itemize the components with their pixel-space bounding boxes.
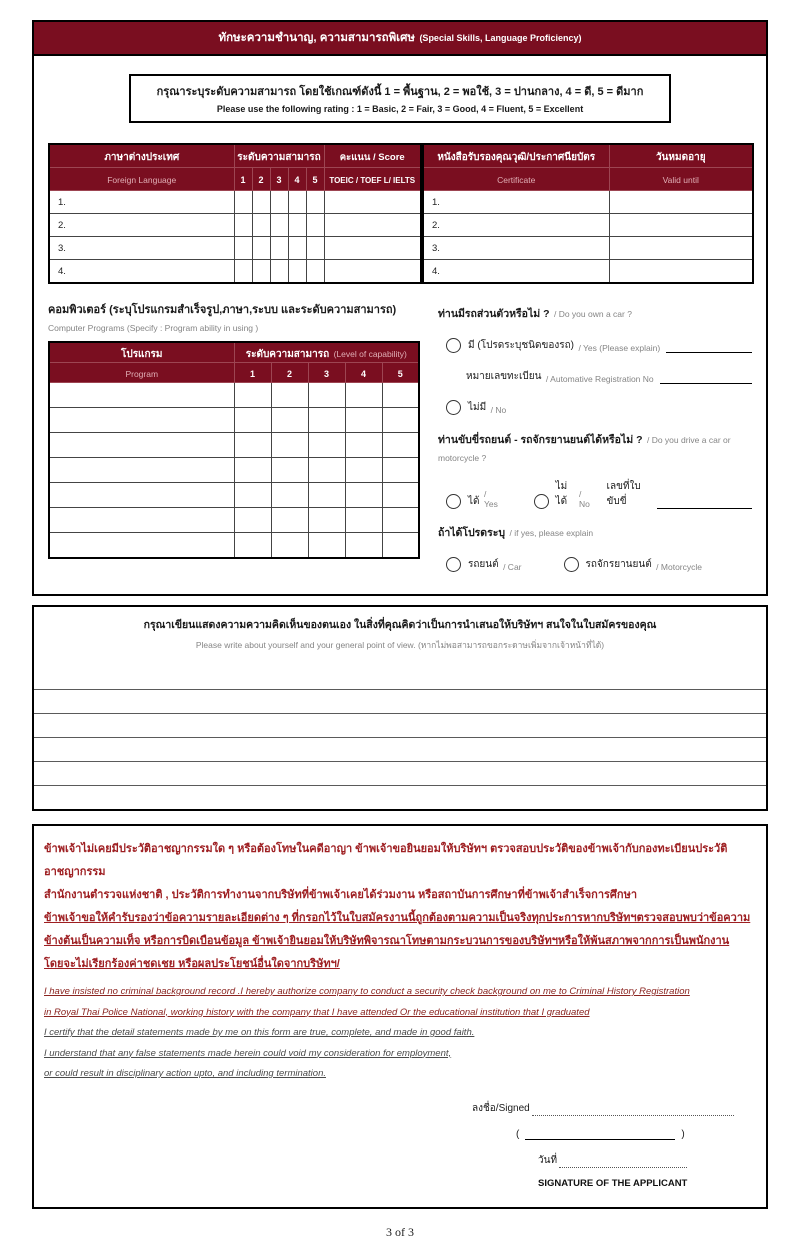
write-line[interactable] (34, 714, 766, 738)
rating-instructions-th: กรุณาระบุระดับความสามารถ โดยใช้เกณฑ์ดังนี้ 1 = พื้นฐาน, 2 = พอใช้, 3 = ปานกลาง, 4 = ดี, 5 = ดีมาก (156, 86, 644, 98)
declaration-line-th: ข้าพเจ้าขอให้คำรับรองว่าข้อความรายละเอียดต่าง ๆ ที่กรอกไว้ในใบสมัครงานนี้ถูกต้องตามความเป็นจริงทุกประการหากบริษัทฯตรวจสอบพบว่าข้อความ (44, 912, 751, 924)
drive-question: ท่านขับขี่รถยนต์ - รถจักรยานยนต์ได้หรือไม่ ? / Do you drive a car or motorcycle ? (438, 434, 731, 463)
signature-caption: SIGNATURE OF THE APPLICANT (538, 1177, 688, 1189)
write-line[interactable] (34, 762, 766, 786)
declaration-line-en: I understand that any false statements made herein could void my consideration for employment, (44, 1047, 452, 1059)
certificate-name-cell[interactable]: 3. (423, 237, 609, 260)
program-name-cell[interactable] (49, 483, 234, 508)
signed-label: ลงชื่อ/Signed (472, 1102, 530, 1114)
col-foreign-language-en: Foreign Language (49, 168, 234, 191)
col-score-th: คะแนน / Score (324, 144, 421, 168)
language-level-cell[interactable] (306, 214, 324, 237)
certificate-row (423, 237, 753, 260)
level-1-header: 1 (234, 168, 252, 191)
section-title-en: (Special Skills, Language Proficiency) (419, 33, 582, 43)
computer-title-th: คอมพิวเตอร์ (ระบุโปรแกรมสำเร็จรูป,ภาษา,ระบบ และระดับความสามารถ) (48, 304, 397, 316)
language-row-label: 3. (49, 237, 234, 260)
capability-cell[interactable] (382, 533, 419, 559)
certificate-name-cell[interactable]: 1. (423, 191, 609, 214)
signature-block (472, 1101, 734, 1189)
own-car-no-option: ไม่มี / No (446, 397, 752, 415)
certificate-row (423, 191, 753, 214)
capability-cell[interactable] (234, 508, 271, 533)
computer-table-body (49, 383, 419, 559)
drive-options-row: ได้ / Yes ไม่ได้ / No เลขที่ใบขับขี่ (446, 479, 752, 509)
certificate-name-cell[interactable]: 4. (423, 260, 609, 284)
capability-cell[interactable] (382, 433, 419, 458)
vehicle-questions-block (420, 300, 752, 572)
capability-cell[interactable] (308, 383, 345, 408)
capability-cell[interactable] (308, 483, 345, 508)
capability-cell[interactable] (271, 483, 308, 508)
program-name-cell[interactable] (49, 408, 234, 433)
capability-cell[interactable] (271, 383, 308, 408)
col-valid-until-en: Valid until (609, 168, 753, 191)
declaration-line-en: in Royal Thai Police National, working history with the company that I have attended Or the educational institution that I graduated (44, 1006, 590, 1018)
language-row-label: 2. (49, 214, 234, 237)
language-level-cell[interactable] (270, 191, 288, 214)
col-program-th: โปรแกรม (49, 342, 234, 363)
declaration-english-lines (44, 982, 756, 1085)
cap-4-header: 4 (345, 363, 382, 383)
car-type-input-line[interactable] (666, 340, 752, 353)
language-certificate-tables (34, 123, 766, 284)
capability-cell[interactable] (345, 458, 382, 483)
drive-no-radio[interactable] (534, 494, 549, 509)
col-certificate-th: หนังสือรับรองคุณวุฒิ/ประกาศนียบัตร (423, 144, 609, 168)
computer-and-vehicle-row (34, 284, 766, 594)
write-line[interactable] (34, 690, 766, 714)
language-level-cell[interactable] (288, 260, 306, 284)
capability-cell[interactable] (345, 433, 382, 458)
capability-cell[interactable] (345, 483, 382, 508)
cap-1-header: 1 (234, 363, 271, 383)
declaration-line-en: I certify that the detail statements made by me on this form are true, complete, and made in good faith. (44, 1027, 475, 1038)
capability-cell[interactable] (271, 408, 308, 433)
declaration-thai-lines (44, 838, 756, 976)
declaration-line-en: I have insisted no criminal background record .I hereby authorize company to conduct a security check background on me to Criminal History Registration (44, 986, 690, 997)
computer-row (49, 458, 419, 483)
language-level-cell[interactable] (270, 237, 288, 260)
col-certificate-en: Certificate (423, 168, 609, 191)
language-table-body (49, 191, 421, 284)
capability-cell[interactable] (271, 458, 308, 483)
paren-close: ) (681, 1128, 685, 1140)
certificate-name-cell[interactable]: 2. (423, 214, 609, 237)
language-row-label: 1. (49, 191, 234, 214)
registration-row: หมายเลขทะเบียน / Automative Registration No (466, 366, 752, 384)
language-level-cell[interactable] (234, 237, 252, 260)
declaration-line-en: or could result in disciplinary action upto, and including termination. (44, 1068, 326, 1079)
certificate-row (423, 214, 753, 237)
valid-until-cell[interactable] (609, 214, 753, 237)
rating-instructions-en: Please use the following rating : 1 = Basic, 2 = Fair, 3 = Good, 4 = Fluent, 5 = Excellent (216, 104, 584, 114)
language-level-cell[interactable] (306, 260, 324, 284)
valid-until-cell[interactable] (609, 260, 753, 284)
computer-row (49, 408, 419, 433)
declaration-line-th: โดยจะไม่เรียกร้องค่าชดเชย หรือผลประโยชน์อื่นใดจากบริษัทฯ/ (44, 958, 340, 970)
language-score-cell[interactable] (324, 191, 421, 214)
language-level-cell[interactable] (234, 191, 252, 214)
capability-cell[interactable] (382, 383, 419, 408)
level-5-header: 5 (306, 168, 324, 191)
own-car-no-radio[interactable] (446, 400, 461, 415)
write-line[interactable] (34, 666, 766, 690)
capability-cell[interactable] (271, 508, 308, 533)
capability-cell[interactable] (345, 383, 382, 408)
page-indicator: 3 of 3 (386, 1224, 414, 1239)
about-title-en: Please write about yourself and your general point of view. (หากไม่พอสามารถขอกระดาษเพิ่มจากเจ้าหน้าที่ได้) (195, 640, 605, 650)
computer-row (49, 433, 419, 458)
level-2-header: 2 (252, 168, 270, 191)
language-level-cell[interactable] (234, 214, 252, 237)
write-line[interactable] (34, 738, 766, 762)
declaration-line-th: สำนักงานตำรวจแห่งชาติ , ประวัติการทำงานจากบริษัทที่ข้าพเจ้าเคยได้ร่วมงาน หรือสถาบันการศึกษาที่ข้าพเจ้าสำเร็จการศึกษา (44, 889, 638, 901)
date-input-line[interactable] (559, 1156, 687, 1168)
language-row (49, 260, 421, 284)
printed-name-input-line[interactable] (525, 1128, 675, 1140)
car-radio[interactable] (446, 557, 461, 572)
language-level-cell[interactable] (288, 191, 306, 214)
registration-input-line[interactable] (660, 371, 752, 384)
language-level-cell[interactable] (252, 237, 270, 260)
capability-cell[interactable] (234, 433, 271, 458)
program-name-cell[interactable] (49, 508, 234, 533)
capability-cell[interactable] (345, 508, 382, 533)
capability-cell[interactable] (271, 433, 308, 458)
computer-programs-block (48, 300, 420, 572)
motorcycle-radio[interactable] (564, 557, 579, 572)
capability-cell[interactable] (308, 433, 345, 458)
language-score-cell[interactable] (324, 214, 421, 237)
col-valid-until-th: วันหมดอายุ (609, 144, 753, 168)
section-title-th: ทักษะความชำนาญ, ความสามารถพิเศษ (218, 32, 415, 44)
level-3-header: 3 (270, 168, 288, 191)
language-level-cell[interactable] (270, 214, 288, 237)
col-level-th: ระดับความสามารถ (234, 144, 324, 168)
language-row (49, 214, 421, 237)
language-row (49, 191, 421, 214)
declaration-line-th: ข้าพเจ้าไม่เคยมีประวัติอาชญากรรมใด ๆ หรือต้องโทษในคดีอาญา ข้าพเจ้าขอยินยอมให้บริษัทฯ ตรวจสอบประวัติของข้าพเจ้ากับกองทะเบียนประวัติอาชญากรรม (44, 843, 728, 878)
signature-input-line[interactable] (532, 1104, 734, 1116)
capability-cell[interactable] (308, 508, 345, 533)
level-4-header: 4 (288, 168, 306, 191)
declaration-line-th: ข้างต้นเป็นความเท็จ หรือการบิดเบือนข้อมูล ข้าพเจ้ายินยอมให้บริษัทพิจารณาโทษตามกระบวนการของบริษัทฯหรือให้พ้นสภาพจากการเป็นพนักงาน (44, 935, 730, 947)
write-line[interactable] (34, 786, 766, 809)
name-in-parentheses-row (472, 1128, 734, 1140)
write-lines-area (34, 666, 766, 809)
language-level-cell[interactable] (288, 214, 306, 237)
computer-row (49, 508, 419, 533)
capability-cell[interactable] (345, 408, 382, 433)
capability-cell[interactable] (234, 383, 271, 408)
computer-row (49, 533, 419, 559)
computer-programs-table (48, 341, 420, 559)
col-score-en: TOEIC / TOEF L/ IELTS (324, 168, 421, 191)
license-number-input-line[interactable] (657, 496, 752, 509)
about-title-th: กรุณาเขียนแสดงความความคิดเห็นของตนเอง ในสิ่งที่คุณคิดว่าเป็นการนำเสนอให้บริษัทฯ สนใจในใบสมัครของคุณ (143, 619, 657, 631)
special-skills-section (32, 20, 768, 596)
capability-cell[interactable] (345, 533, 382, 559)
certificate-table (422, 143, 754, 284)
about-yourself-section (32, 605, 768, 811)
declaration-section (32, 824, 768, 1209)
cap-3-header: 3 (308, 363, 345, 383)
col-capability-th: ระดับความสามารถ (Level of capability) (234, 342, 419, 363)
language-level-cell[interactable] (252, 260, 270, 284)
capability-cell[interactable] (234, 483, 271, 508)
capability-cell[interactable] (382, 458, 419, 483)
capability-cell[interactable] (234, 533, 271, 559)
certificate-table-body (423, 191, 753, 284)
own-car-yes-radio[interactable] (446, 338, 461, 353)
program-name-cell[interactable] (49, 458, 234, 483)
section-title-bar (34, 22, 766, 56)
rating-instructions-box (129, 74, 671, 123)
cap-2-header: 2 (271, 363, 308, 383)
valid-until-cell[interactable] (609, 191, 753, 214)
capability-cell[interactable] (382, 408, 419, 433)
capability-cell[interactable] (382, 483, 419, 508)
language-score-cell[interactable] (324, 260, 421, 284)
language-level-cell[interactable] (252, 214, 270, 237)
language-level-cell[interactable] (252, 191, 270, 214)
language-level-cell[interactable] (234, 260, 252, 284)
own-car-yes-option: มี (โปรดระบุชนิดของรถ) / Yes (Please explain) (446, 335, 752, 353)
language-score-cell[interactable] (324, 237, 421, 260)
if-yes-label: ถ้าได้โปรดระบุ / if yes, please explain (438, 527, 594, 539)
program-name-cell[interactable] (49, 383, 234, 408)
certificate-row (423, 260, 753, 284)
capability-cell[interactable] (234, 408, 271, 433)
drive-yes-radio[interactable] (446, 494, 461, 509)
paren-open: ( (516, 1128, 520, 1140)
program-name-cell[interactable] (49, 533, 234, 559)
vehicle-type-options: รถยนต์ / Car รถจักรยานยนต์ / Motorcycle (446, 554, 752, 572)
date-row (472, 1153, 734, 1168)
capability-cell[interactable] (271, 533, 308, 559)
computer-row (49, 383, 419, 408)
col-foreign-language-th: ภาษาต่างประเทศ (49, 144, 234, 168)
language-level-cell[interactable] (288, 237, 306, 260)
col-program-en: Program (49, 363, 234, 383)
capability-cell[interactable] (234, 458, 271, 483)
language-level-cell[interactable] (306, 237, 324, 260)
language-level-cell[interactable] (306, 191, 324, 214)
capability-cell[interactable] (308, 533, 345, 559)
cap-5-header: 5 (382, 363, 419, 383)
capability-cell[interactable] (308, 408, 345, 433)
capability-cell[interactable] (308, 458, 345, 483)
capability-cell[interactable] (382, 508, 419, 533)
date-label: วันที่ (538, 1154, 558, 1166)
language-level-cell[interactable] (270, 260, 288, 284)
computer-row (49, 483, 419, 508)
valid-until-cell[interactable] (609, 237, 753, 260)
language-row-label: 4. (49, 260, 234, 284)
computer-title-en: Computer Programs (Specify : Program ability in using ) (48, 323, 259, 333)
language-table (48, 143, 422, 284)
program-name-cell[interactable] (49, 433, 234, 458)
own-car-question: ท่านมีรถส่วนตัวหรือไม่ ? / Do you own a car ? (438, 308, 632, 320)
language-row (49, 237, 421, 260)
signed-row (472, 1101, 734, 1116)
